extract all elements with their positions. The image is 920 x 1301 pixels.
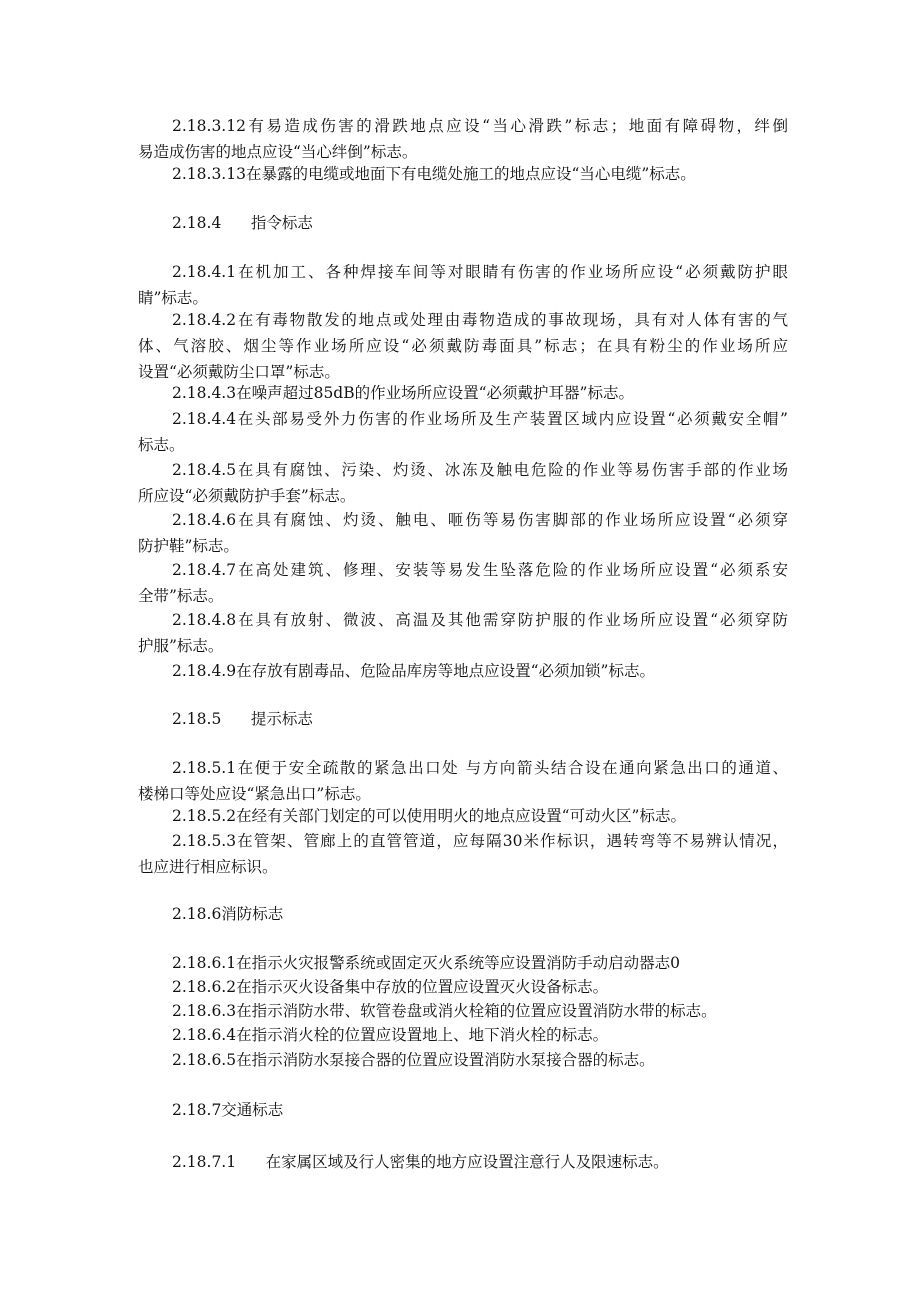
paragraph-2-18-4-3 [138, 380, 788, 406]
paragraph-2-18-6-3 [138, 998, 788, 1024]
paragraph-line: 易造成伤害的地点应设“当心绊倒”标志。 [138, 143, 418, 161]
section-heading: 2.18.4 指令标志 [172, 214, 313, 232]
paragraph-line: 2.18.4.5在具有腐蚀、污染、灼烫、冰冻及触电危险的作业等易伤害手部的作业场 [172, 461, 788, 479]
paragraph-2-18-5-1 [138, 755, 788, 807]
paragraph-2-18-5-2 [138, 803, 788, 829]
paragraph-line: 护服”标志。 [138, 637, 224, 655]
paragraph-line: 2.18.4.8在具有放射、微波、高温及其他需穿防护服的作业场所应设置“必须穿防 [172, 611, 788, 629]
paragraph-line: 2.18.6.4在指示消火栓的位置应设置地上、地下消火栓的标志。 [172, 1026, 609, 1044]
paragraph-line: 睛”标志。 [138, 289, 208, 307]
paragraph-line: 2.18.5.2在经有关部门划定的可以使用明火的地点应设置“可动火区”标志。 [172, 807, 686, 825]
section-heading: 2.18.6消防标志 [172, 905, 284, 923]
paragraph-line: 2.18.4.7在高处建筑、修理、安装等易发生坠落危险的作业场所应设置“必须系安 [172, 561, 788, 579]
paragraph-line: 2.18.4.1在机加工、各种焊接车间等对眼睛有伤害的作业场所应设“必须戴防护眼 [172, 263, 788, 281]
paragraph-2-18-4-9 [138, 658, 788, 684]
paragraph-line: 2.18.5.1在便于安全疏散的紧急出口处 与方向箭头结合设在通向紧急出口的通道、 [172, 759, 788, 777]
paragraph-2-18-7-1 [138, 1149, 788, 1175]
paragraph-2-18-5-3 [138, 828, 788, 880]
paragraph-2-18-4-7 [138, 557, 788, 609]
paragraph-line: 2.18.7.1 在家属区域及行人密集的地方应设置注意行人及限速标志。 [172, 1153, 669, 1171]
paragraph-2-18-6-5 [138, 1047, 788, 1073]
paragraph-line: 2.18.6.5在指示消防水泵接合器的位置应设置消防水泵接合器的标志。 [172, 1051, 655, 1069]
paragraph-line: 标志。 [138, 436, 185, 454]
paragraph-2-18-4-8 [138, 607, 788, 659]
paragraph-line: 所应设“必须戴防护手套”标志。 [138, 487, 356, 505]
paragraph-line: 2.18.6.2在指示灭火设备集中存放的位置应设置灭火设备标志。 [172, 978, 609, 996]
section-heading: 2.18.5 提示标志 [172, 710, 313, 728]
paragraph-2-18-4-2 [138, 307, 788, 385]
paragraph-2-18-6-4 [138, 1022, 788, 1048]
paragraph-2-18-6-2 [138, 974, 788, 1000]
paragraph-2-18-4-1 [138, 259, 788, 311]
paragraph-2-18-4-6 [138, 507, 788, 559]
paragraph-2-18-4-5 [138, 457, 788, 509]
paragraph-2-18-3-12 [138, 113, 788, 165]
paragraph-line: 2.18.3.12有易造成伤害的滑跌地点应设“当心滑跌”标志；地面有障碍物，绊倒 [172, 117, 788, 135]
section-heading-2-18-7 [138, 1097, 788, 1123]
paragraph-line: 2.18.3.13在暴露的电缆或地面下有电缆处施工的地点应设“当心电缆”标志。 [172, 165, 696, 183]
paragraph-line: 设置“必须戴防尘口罩”标志。 [138, 363, 340, 381]
paragraph-line: 也应进行相应标识。 [138, 858, 278, 876]
paragraph-line: 2.18.4.6在具有腐蚀、灼烫、触电、咂伤等易伤害脚部的作业场所应设置“必须穿 [172, 511, 788, 529]
section-heading-2-18-6 [138, 901, 788, 927]
paragraph-line: 防护鞋”标志。 [138, 537, 239, 555]
paragraph-line: 2.18.4.4在头部易受外力伤害的作业场所及生产装置区域内应设置“必须戴安全帽” [172, 410, 788, 428]
section-heading-2-18-5 [138, 706, 788, 732]
paragraph-line: 2.18.4.9在存放有剧毒品、危险品库房等地点应设置“必须加锁”标志。 [172, 662, 655, 680]
paragraph-line: 2.18.6.3在指示消防水带、软管卷盘或消火栓箱的位置应设置消防水带的标志。 [172, 1002, 717, 1020]
section-heading-2-18-4 [138, 210, 788, 236]
paragraph-line: 2.18.6.1在指示火灾报警系统或固定灭火系统等应设置消防手动启动器志0 [172, 954, 680, 972]
paragraph-line: 楼梯口等处应设“紧急出口”标志。 [138, 785, 371, 803]
paragraph-line: 体、气溶胶、烟尘等作业场所应设“必须戴防毒面具”标志；在具有粉尘的作业场所应 [138, 337, 788, 355]
paragraph-2-18-3-13 [138, 161, 788, 187]
paragraph-line: 2.18.4.3在噪声超过85dB的作业场所应设置“必须戴护耳器”标志。 [172, 384, 634, 402]
paragraph-2-18-4-4 [138, 406, 788, 458]
paragraph-line: 2.18.4.2在有毒物散发的地点或处理由毒物造成的事故现场，具有对人体有害的气 [172, 311, 788, 329]
paragraph-line: 2.18.5.3在管架、管廊上的直管管道，应每隔30米作标识，遇转弯等不易辨认情况， [172, 832, 788, 850]
section-heading: 2.18.7交通标志 [172, 1101, 284, 1119]
paragraph-line: 全带”标志。 [138, 587, 224, 605]
paragraph-2-18-6-1 [138, 950, 788, 976]
